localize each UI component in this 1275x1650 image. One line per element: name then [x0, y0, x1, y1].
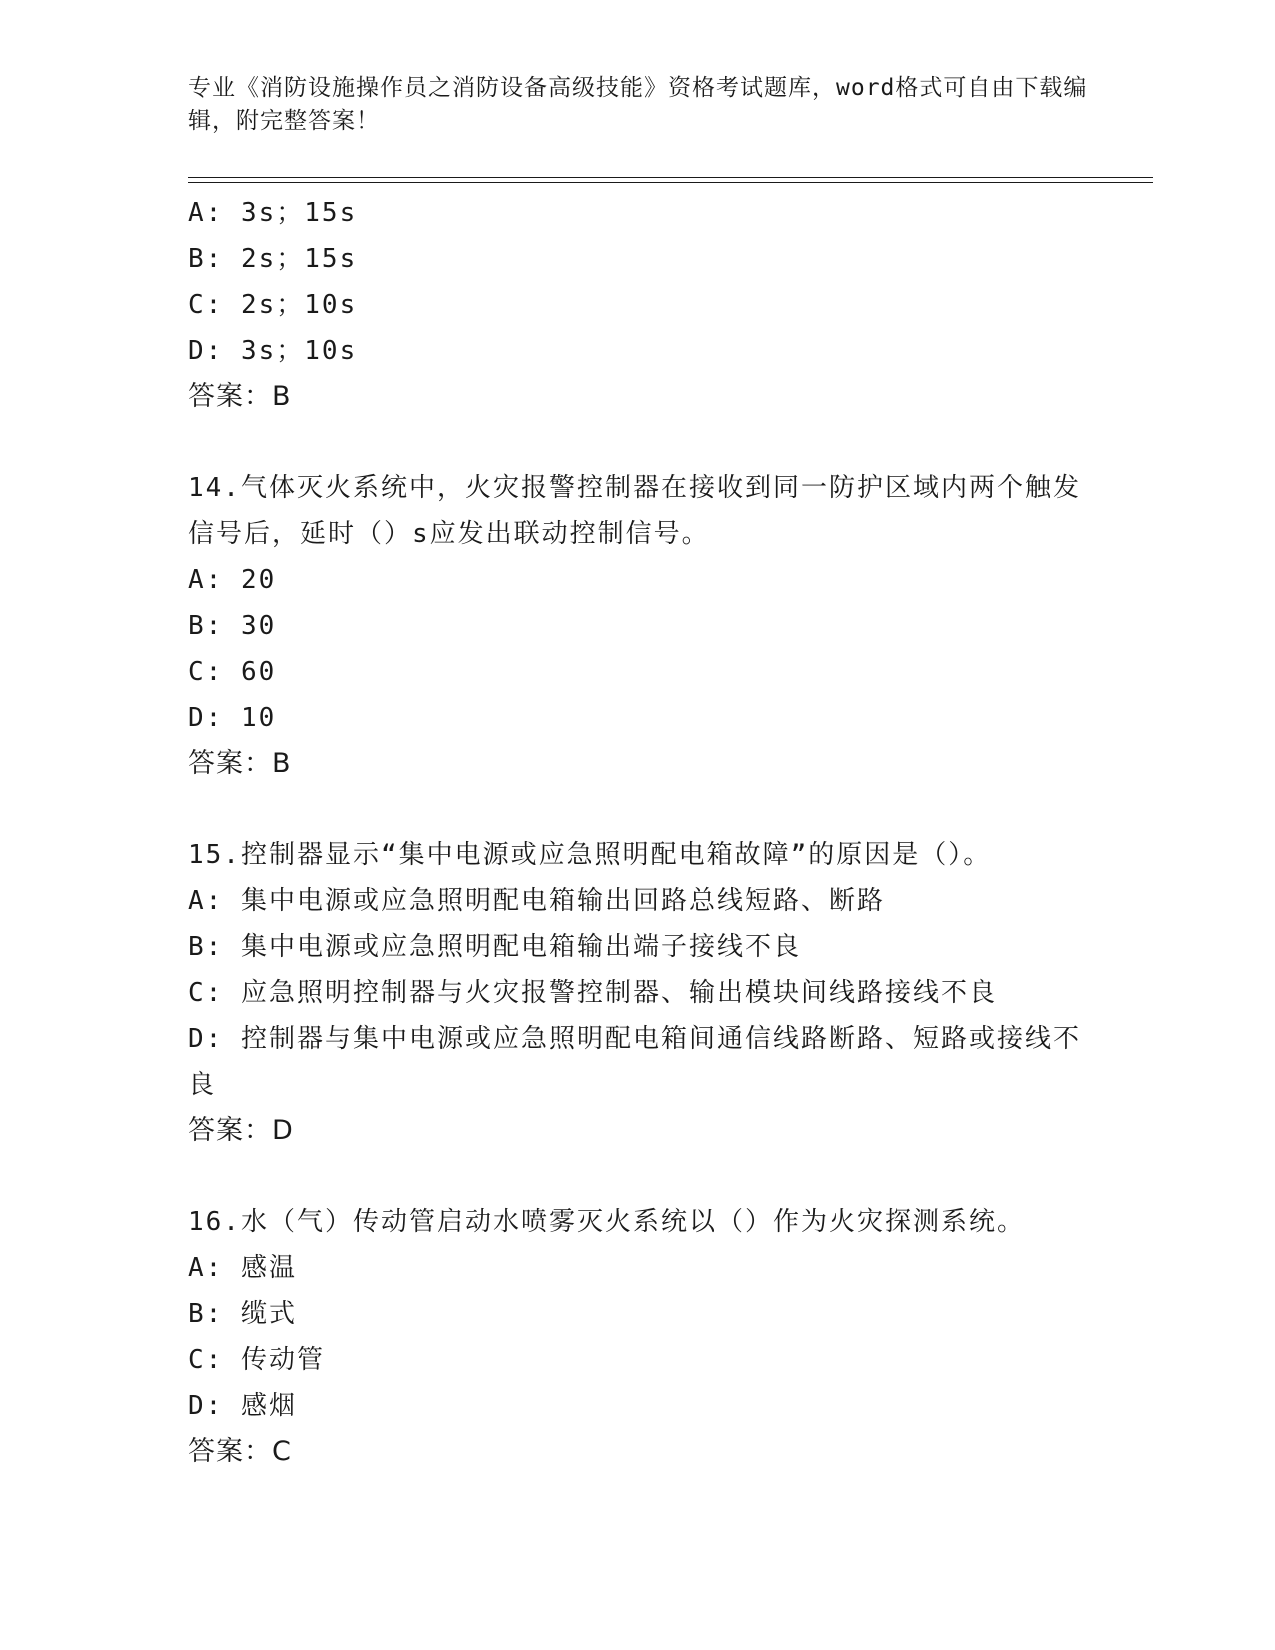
option-a: A: 感温 — [188, 1253, 297, 1283]
option-d: D: 10 — [188, 703, 277, 733]
option-d: D: 感烟 — [188, 1391, 297, 1421]
question-text: 15.控制器显示“集中电源或应急照明配电箱故障”的原因是（）。 — [188, 840, 992, 870]
question-text: 14.气体灭火系统中，火灾报警控制器在接收到同一防护区域内两个触发信号后，延时（）s应发出联动控制信号。 — [188, 473, 1081, 549]
header-divider-top — [188, 177, 1153, 178]
question-block-16 — [188, 1199, 1088, 1475]
spacer — [188, 1154, 1088, 1199]
option-c: C: 传动管 — [188, 1345, 325, 1375]
answer-line: 答案：C — [188, 1436, 292, 1467]
answer-line: 答案：B — [188, 381, 292, 412]
option-c: C: 60 — [188, 657, 277, 687]
option-c: C: 应急照明控制器与火灾报警控制器、输出模块间线路接线不良 — [188, 978, 997, 1008]
option-b: B: 2s；15s — [188, 244, 358, 274]
header-divider-bottom — [188, 182, 1153, 183]
option-d: D: 控制器与集中电源或应急照明配电箱间通信线路断路、短路或接线不良 — [188, 1024, 1081, 1100]
question-block-14 — [188, 465, 1088, 787]
spacer — [188, 420, 1088, 465]
option-a: A: 20 — [188, 565, 277, 595]
option-b: B: 集中电源或应急照明配电箱输出端子接线不良 — [188, 932, 801, 962]
question-text: 16.水（气）传动管启动水喷雾灭火系统以（）作为火灾探测系统。 — [188, 1207, 1025, 1237]
answer-line: 答案：D — [188, 1115, 294, 1146]
option-c: C: 2s；10s — [188, 290, 358, 320]
option-a: A: 集中电源或应急照明配电箱输出回路总线短路、断路 — [188, 886, 885, 916]
option-b: B: 缆式 — [188, 1299, 297, 1329]
question-block-15 — [188, 832, 1088, 1154]
spacer — [188, 787, 1088, 832]
option-d: D: 3s；10s — [188, 336, 358, 366]
option-b: B: 30 — [188, 611, 277, 641]
option-a: A: 3s；15s — [188, 198, 358, 228]
page-header: 专业《消防设施操作员之消防设备高级技能》资格考试题库，word格式可自由下载编辑，附完整答案！ — [188, 75, 1088, 134]
answer-line: 答案：B — [188, 748, 292, 779]
question-list — [188, 190, 1088, 1475]
question-block-13 — [188, 190, 1088, 420]
